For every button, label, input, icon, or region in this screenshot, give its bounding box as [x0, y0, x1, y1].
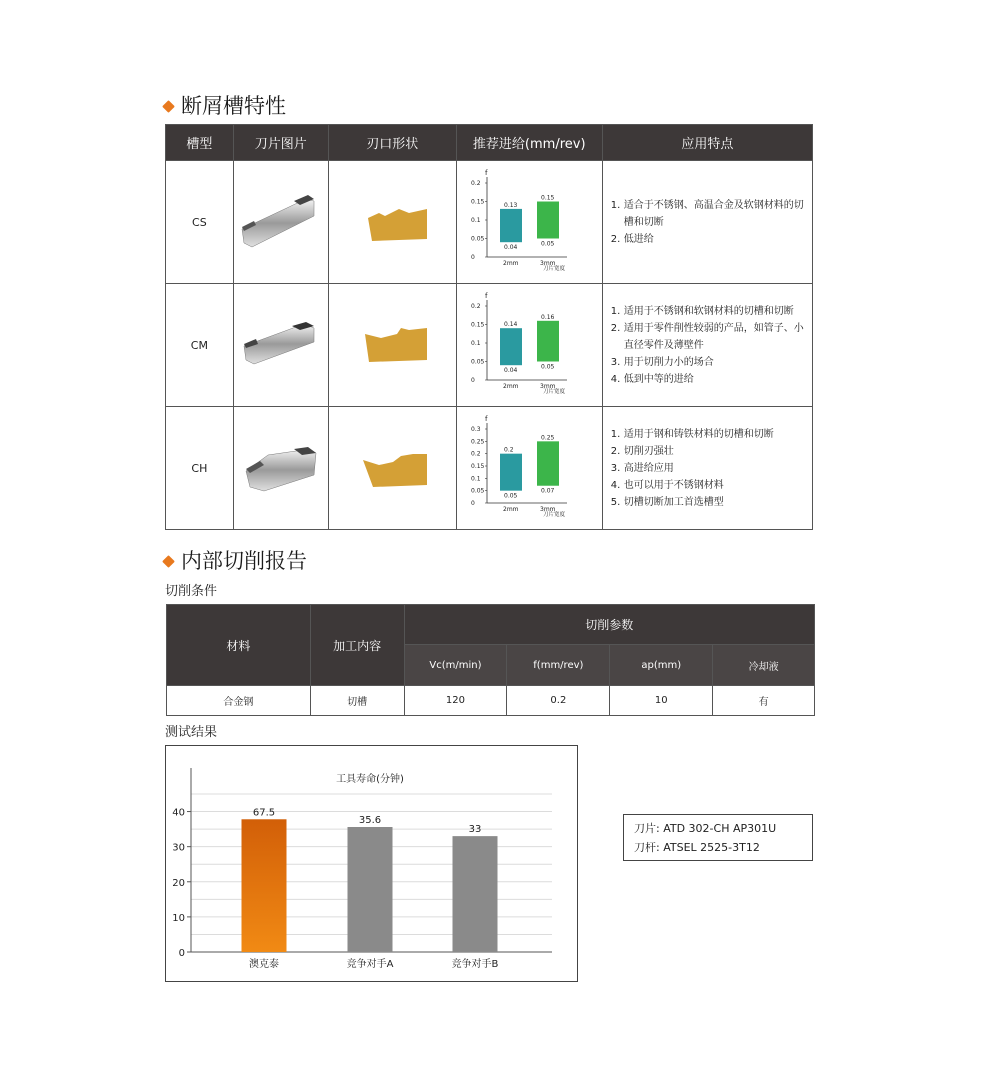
y-tick-label: 0: [178, 948, 185, 959]
groove-type: CH: [166, 407, 234, 530]
y-tick-label: 0: [470, 254, 475, 261]
x-unit-label: 刀片宽度: [542, 389, 565, 395]
features-list: [602, 161, 812, 284]
bullet-icon: [162, 555, 175, 568]
bar-top-label: 0.2: [503, 446, 514, 454]
features-list: [602, 284, 812, 407]
x-tick-label: 2mm: [502, 260, 519, 267]
edge-shape-cm: [329, 284, 455, 403]
insert-image-icon: [234, 284, 327, 403]
bar-bottom-label: 0.04: [503, 367, 518, 375]
header-cell: f(mm/rev): [507, 645, 610, 686]
list-item: 4. 低到中等的进给: [610, 373, 694, 385]
x-unit-label: 刀片宽度: [542, 512, 565, 518]
y-tick-label: 0.15: [470, 321, 485, 329]
y-tick-label: 0.25: [470, 438, 485, 446]
y-tick-label: 20: [172, 877, 185, 889]
results-label: 测试结果: [165, 725, 218, 740]
spec-insert: 刀片: ATD 302-CH AP301U: [634, 822, 777, 835]
table-row: [167, 686, 815, 716]
insert-image: [233, 161, 328, 284]
edge-shape: [328, 161, 456, 284]
chart-title: 工具寿命(分钟): [336, 774, 404, 785]
spec-box: [623, 814, 813, 861]
feed-chart: [456, 161, 602, 284]
bullet-icon: [162, 100, 175, 113]
features-list: [602, 407, 812, 530]
table-cell: 合金钢: [167, 686, 311, 716]
bar-2: [348, 827, 393, 952]
bar-top-label: 0.16: [540, 313, 555, 321]
y-tick-label: 0.1: [470, 340, 481, 347]
y-tick-label: 0: [470, 377, 475, 384]
insert-image: [233, 284, 328, 407]
section-title-chipbreaker: [164, 90, 286, 120]
x-unit-label: 刀片宽度: [542, 266, 565, 272]
insert-image-icon: [234, 407, 327, 526]
table-row: [166, 407, 813, 530]
bar-top-label: 0.25: [540, 434, 555, 442]
header-cell: 推荐进给(mm/rev): [456, 125, 602, 161]
x-tick-label: 竞争对手B: [451, 959, 499, 970]
list-item: 3. 高进给应用: [610, 462, 674, 474]
list-item: 1. 适合于不锈钢、高温合金及软钢材料的切槽和切断: [610, 199, 804, 228]
bar-top-label: 0.15: [540, 194, 555, 202]
y-tick-label: 0: [470, 500, 475, 507]
header-process: 加工内容: [310, 605, 404, 686]
list-item: 1. 适用于不锈钢和软钢材料的切槽和切断: [610, 305, 794, 317]
bar-bottom-label: 0.05: [540, 363, 555, 371]
bar-bottom-label: 0.04: [503, 244, 518, 252]
feed-bar: [537, 202, 559, 239]
axis-label-f: f: [484, 169, 488, 177]
header-cell: ap(mm): [610, 645, 713, 686]
axis-label-f: f: [484, 292, 488, 300]
x-tick-label: 竞争对手A: [346, 959, 394, 970]
table-cell: 有: [713, 686, 815, 716]
y-tick-label: 0.05: [470, 487, 485, 495]
y-tick-label: 0.15: [470, 198, 485, 206]
table-cell: 120: [404, 686, 507, 716]
bar-bottom-label: 0.05: [540, 240, 555, 248]
y-tick-label: 0.1: [470, 217, 481, 224]
section-title-report: [164, 545, 307, 575]
bar-value-label: 35.6: [358, 815, 382, 827]
x-tick-label: 澳克泰: [249, 959, 279, 970]
edge-shape-ch: [329, 407, 455, 526]
bar-value-label: 33: [468, 824, 482, 836]
list-item: 5. 切槽切断加工首选槽型: [610, 496, 724, 508]
bar-value-label: 67.5: [252, 807, 276, 819]
header-cell: 刀片图片: [233, 125, 328, 161]
x-tick-label: 2mm: [502, 383, 519, 390]
y-tick-label: 10: [172, 912, 185, 924]
edge-shape: [328, 407, 456, 530]
header-cell: 槽型: [166, 125, 234, 161]
list-item: 4. 也可以用于不锈钢材料: [610, 479, 724, 491]
table-header-row: [167, 605, 815, 645]
x-tick-label: 3mm: [539, 506, 556, 513]
tool-life-chart: [166, 746, 577, 981]
feed-chart: [456, 284, 602, 407]
y-tick-label: 0.05: [470, 358, 485, 366]
conditions-table: [166, 604, 815, 716]
edge-shape: [328, 284, 456, 407]
y-tick-label: 0.1: [470, 475, 481, 483]
feed-bar: [500, 209, 522, 242]
groove-type: CS: [166, 161, 234, 284]
y-tick-label: 0.3: [470, 426, 481, 433]
header-cell: Vc(m/min): [404, 645, 507, 686]
bar-bottom-label: 0.05: [503, 492, 518, 500]
feed-bar: [537, 441, 559, 485]
y-tick-label: 30: [172, 842, 185, 854]
x-tick-label: 3mm: [539, 260, 556, 267]
feed-chart: [456, 407, 602, 530]
axis-label-f: f: [484, 415, 488, 423]
tool-life-chart-box: [165, 745, 578, 982]
y-tick-label: 0.2: [470, 303, 481, 310]
spec-holder: 刀杆: ATSEL 2525-3T12: [634, 841, 760, 854]
header-cell: 应用特点: [602, 125, 812, 161]
insert-image: [233, 407, 328, 530]
list-item: 1. 适用于钢和铸铁材料的切槽和切断: [610, 428, 774, 440]
section-title-text: 断屑槽特性: [181, 94, 286, 118]
list-item: 3. 用于切削力小的场合: [610, 356, 714, 368]
table-cell: 10: [610, 686, 713, 716]
list-item: 2. 低进给: [610, 233, 654, 245]
chipbreaker-table: [165, 124, 813, 530]
table-row: [166, 284, 813, 407]
bar-3: [453, 836, 498, 952]
feed-bar: [500, 328, 522, 365]
header-cell: 刃口形状: [328, 125, 456, 161]
table-cell: 0.2: [507, 686, 610, 716]
feed-bar: [500, 454, 522, 491]
list-item: 2. 切削刃强壮: [610, 445, 674, 457]
bar-top-label: 0.14: [503, 321, 518, 329]
header-material: 材料: [167, 605, 311, 686]
table-row: [166, 161, 813, 284]
header-cell: 冷却液: [713, 645, 815, 686]
bar-1: [242, 819, 287, 952]
bar-top-label: 0.13: [503, 201, 518, 209]
table-header-row: [166, 125, 813, 161]
y-tick-label: 0.2: [470, 450, 481, 458]
bar-bottom-label: 0.07: [540, 487, 555, 495]
list-item: 2. 适用于零件削性较弱的产品，如管子、小直径零件及薄壁件: [610, 322, 804, 351]
x-tick-label: 3mm: [539, 383, 556, 390]
y-tick-label: 40: [172, 807, 185, 819]
table-cell: 切槽: [310, 686, 404, 716]
y-tick-label: 0.15: [470, 463, 485, 470]
y-tick-label: 0.2: [470, 180, 481, 187]
insert-image-icon: [234, 161, 327, 280]
conditions-label: 切削条件: [165, 584, 218, 599]
feed-bar: [537, 321, 559, 362]
groove-type: CM: [166, 284, 234, 407]
header-params: 切削参数: [404, 605, 814, 645]
x-tick-label: 2mm: [502, 506, 519, 513]
y-tick-label: 0.05: [470, 235, 485, 243]
section-title-text: 内部切削报告: [181, 549, 307, 573]
edge-shape-cs: [329, 161, 455, 280]
